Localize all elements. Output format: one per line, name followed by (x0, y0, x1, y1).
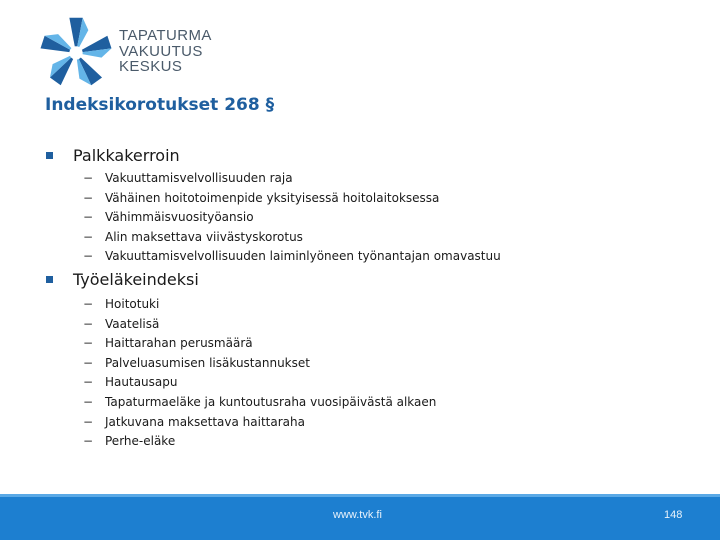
logo-wordmark (119, 28, 212, 75)
dash-marker: − (83, 297, 94, 311)
logo-line: VAKUUTUS (119, 42, 203, 60)
list-item-text: Vakuuttamisvelvollisuuden laiminlyöneen työnantajan omavastuu (105, 249, 501, 264)
list-item-text: Hautausapu (105, 375, 178, 390)
slide-title: Indeksikorotukset 268 § (45, 95, 275, 115)
dash-marker: − (83, 355, 94, 370)
dash-marker: − (83, 249, 94, 264)
dash-marker: − (83, 434, 94, 449)
star-logo-icon (38, 12, 114, 92)
dash-marker: − (83, 394, 94, 409)
dash-marker: − (83, 210, 94, 225)
footer-url: www.tvk.fi (333, 509, 382, 521)
list-item-text: Jatkuvana maksettava haittaraha (105, 414, 305, 429)
dash-marker: − (83, 336, 94, 351)
list-item-text: Tapaturmaeläke ja kuntoutusraha vuosipäivästä alkaen (105, 394, 437, 409)
list-item-text: Vaatelisä (105, 316, 160, 331)
list-item-text: Perhe-eläke (105, 434, 176, 449)
list-item-text: Vähäinen hoitotoimenpide yksityisessä hoitolaitoksessa (105, 190, 440, 205)
dash-marker: − (83, 316, 94, 331)
list-item-text: Palveluasumisen lisäkustannukset (105, 355, 310, 370)
dash-marker: − (83, 229, 94, 244)
logo-line: TAPATURMA (119, 27, 212, 44)
dash-marker: − (83, 375, 94, 390)
square-bullet-icon (46, 152, 53, 159)
logo-line: KESKUS (119, 58, 183, 75)
list-item-text: Haittarahan perusmäärä (105, 336, 253, 351)
list-item-text: Vakuuttamisvelvollisuuden raja (105, 171, 293, 185)
dash-marker: − (83, 190, 94, 205)
list-item-text: Vähimmäisvuosityöansio (105, 210, 254, 225)
section-label: Palkkakerroin (73, 146, 180, 165)
dash-marker: − (83, 171, 94, 185)
dash-marker: − (83, 414, 94, 429)
footer-accent-line (0, 494, 720, 497)
list-item-text: Alin maksettava viivästyskorotus (105, 229, 303, 244)
logo (38, 12, 243, 92)
square-bullet-icon (46, 276, 53, 283)
list-item-text: Hoitotuki (105, 297, 160, 311)
footer-bar (0, 494, 720, 540)
section-label: Työeläkeindeksi (73, 270, 199, 289)
page-number: 148 (664, 509, 683, 521)
